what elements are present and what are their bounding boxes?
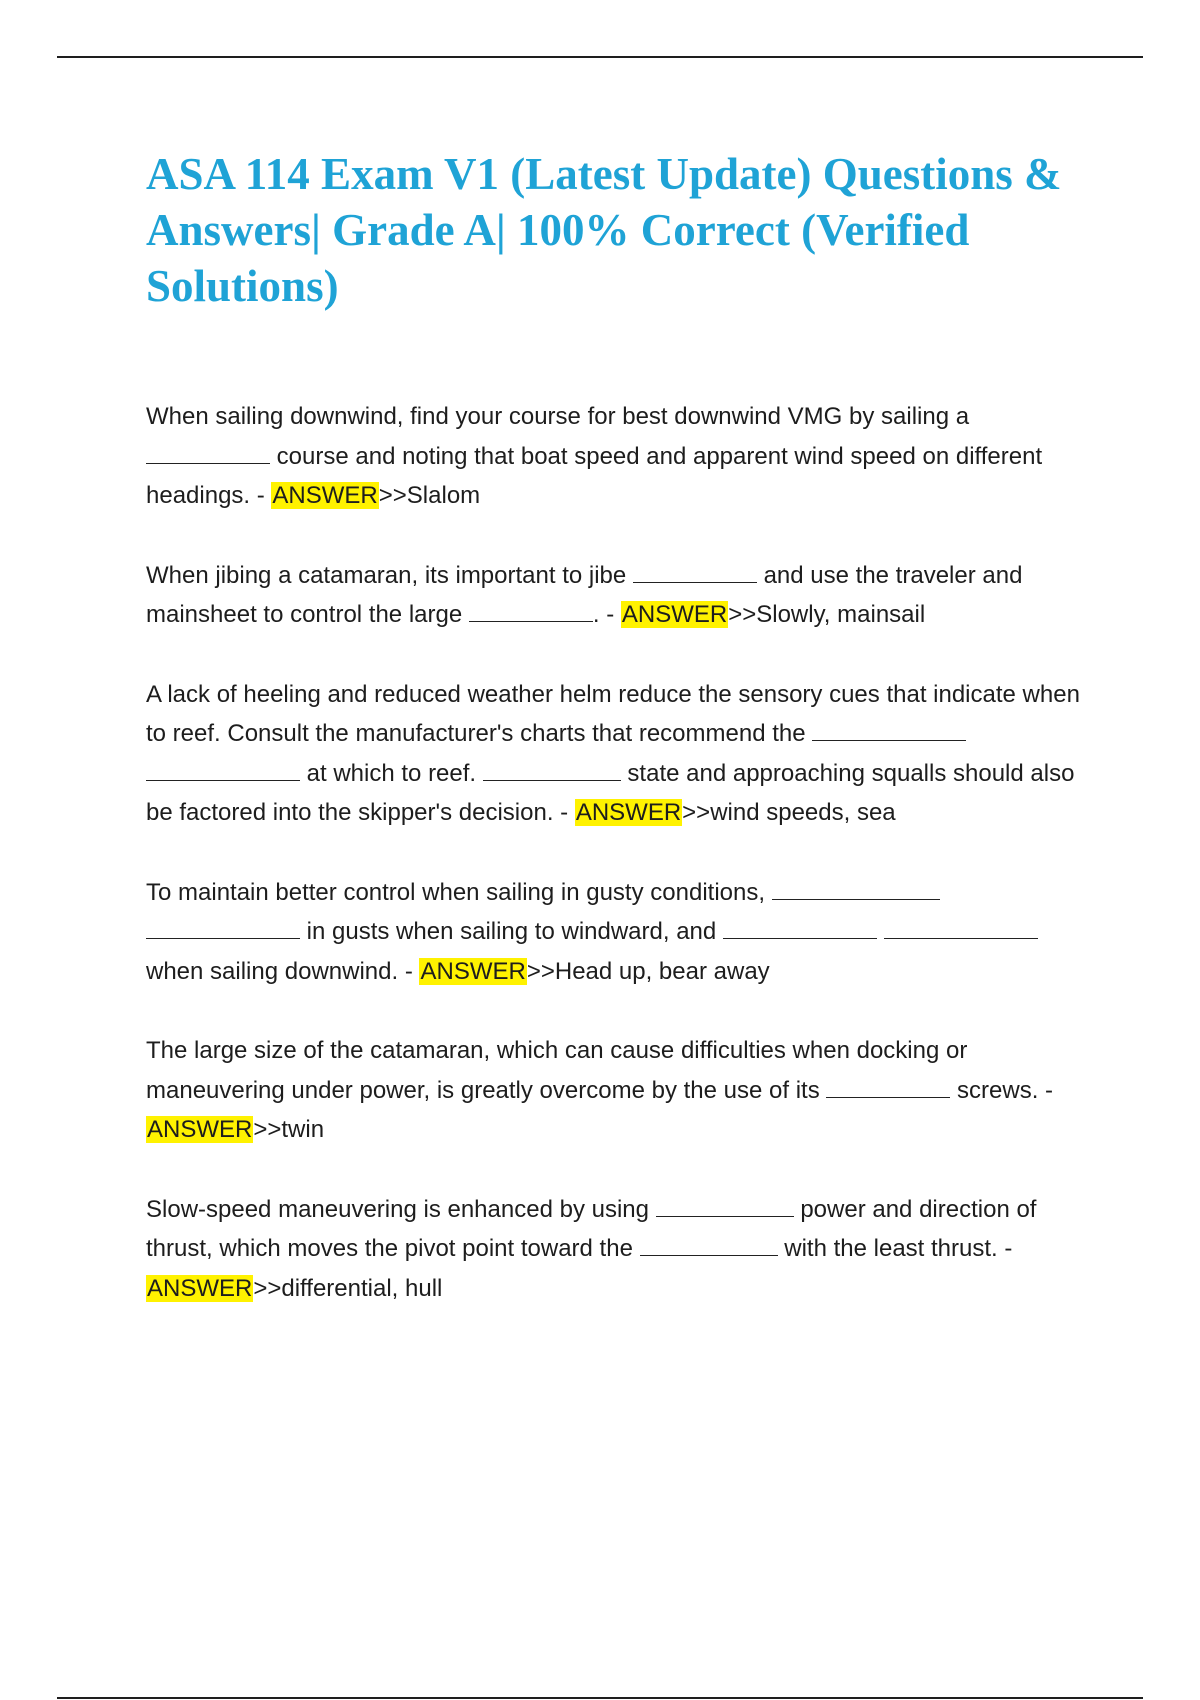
answer-marker: ANSWER — [147, 1274, 253, 1302]
answer-prefix: - — [398, 957, 420, 985]
answer-marker: ANSWER — [420, 957, 526, 985]
question-text: When sailing downwind, find your course for best downwind VMG by sailing a — [146, 403, 970, 430]
question-text: A lack of heeling and reduced weather helm reduce the sensory cues that indicate when to reef. Consult the manufacturer's charts that recommend the — [146, 680, 1080, 747]
question-text: The large size of the catamaran, which can cause difficulties when docking or maneuvering under power, is greatly overcome by the use of its — [146, 1037, 968, 1104]
bottom-rule — [57, 1697, 1143, 1699]
question-text: state and approaching squalls should also be factored into the skipper's decision. — [146, 759, 1075, 826]
answer-marker: ANSWER — [147, 1116, 253, 1143]
question-item — [146, 556, 1091, 635]
answer-text: twin — [281, 1116, 325, 1143]
answer-text: Head up, bear away — [554, 957, 770, 985]
answer-prefix: - — [250, 482, 272, 509]
answer-marker: ANSWER — [621, 601, 728, 628]
answer-blank — [146, 916, 300, 939]
answer-blank — [483, 758, 621, 781]
answer-blank — [772, 877, 940, 900]
answer-blank — [146, 758, 300, 781]
answer-text: differential, hull — [281, 1274, 443, 1302]
answer-blank — [723, 916, 877, 939]
question-text: power and direction of thrust, which moves the pivot point toward the — [146, 1195, 1037, 1262]
question-text: course and noting that boat speed and apparent wind speed on different headings. — [146, 442, 1043, 509]
question-item — [146, 397, 1091, 516]
answer-text: Slowly, mainsail — [756, 601, 926, 628]
answer-blank — [469, 599, 593, 622]
answer-text: Slalom — [406, 482, 481, 509]
question-text: with the least thrust. — [777, 1235, 998, 1262]
question-item — [146, 1031, 1091, 1150]
question-text: when sailing downwind. — [146, 957, 399, 985]
answer-blank — [656, 1194, 794, 1217]
answer-blank — [884, 916, 1038, 939]
answer-arrows: >> — [682, 799, 711, 826]
answer-prefix: - — [553, 799, 575, 826]
question-text: and use the traveler and mainsheet to control the large — [146, 561, 1023, 628]
question-item — [146, 675, 1091, 833]
top-rule — [57, 56, 1143, 58]
answer-arrows: >> — [526, 957, 555, 985]
answer-blank — [146, 441, 270, 464]
answer-blank — [812, 718, 966, 741]
answer-prefix: - — [997, 1235, 1013, 1262]
answer-blank — [640, 1233, 778, 1256]
question-text: When jibing a catamaran, its important to jibe — [146, 561, 633, 589]
question-text — [877, 918, 884, 945]
answer-prefix: - — [599, 601, 621, 628]
question-item — [146, 1190, 1091, 1309]
question-item — [146, 873, 1091, 992]
question-text: Slow-speed maneuvering is enhanced by using — [146, 1195, 656, 1223]
document-title: ASA 114 Exam V1 (Latest Update) Questions & Answers| Grade A| 100% Correct (Verified Solutions) — [146, 149, 1062, 311]
question-text: at which to reef. — [300, 759, 483, 787]
answer-marker: ANSWER — [575, 799, 682, 826]
answer-marker: ANSWER — [272, 482, 378, 509]
answer-arrows: >> — [378, 482, 407, 509]
answer-blank — [826, 1075, 950, 1098]
question-text: To maintain better control when sailing in gusty conditions, — [146, 878, 772, 906]
answer-arrows: >> — [253, 1116, 282, 1143]
question-text: . — [592, 601, 600, 628]
question-list — [146, 397, 1091, 1308]
answer-prefix: - — [1038, 1076, 1054, 1104]
document-page — [146, 146, 1091, 1348]
answer-arrows: >> — [728, 601, 757, 628]
answer-blank — [633, 560, 757, 583]
answer-arrows: >> — [253, 1274, 282, 1302]
question-text: in gusts when sailing to windward, and — [300, 918, 723, 945]
question-text: screws. — [950, 1076, 1039, 1104]
answer-text: wind speeds, sea — [710, 799, 896, 826]
